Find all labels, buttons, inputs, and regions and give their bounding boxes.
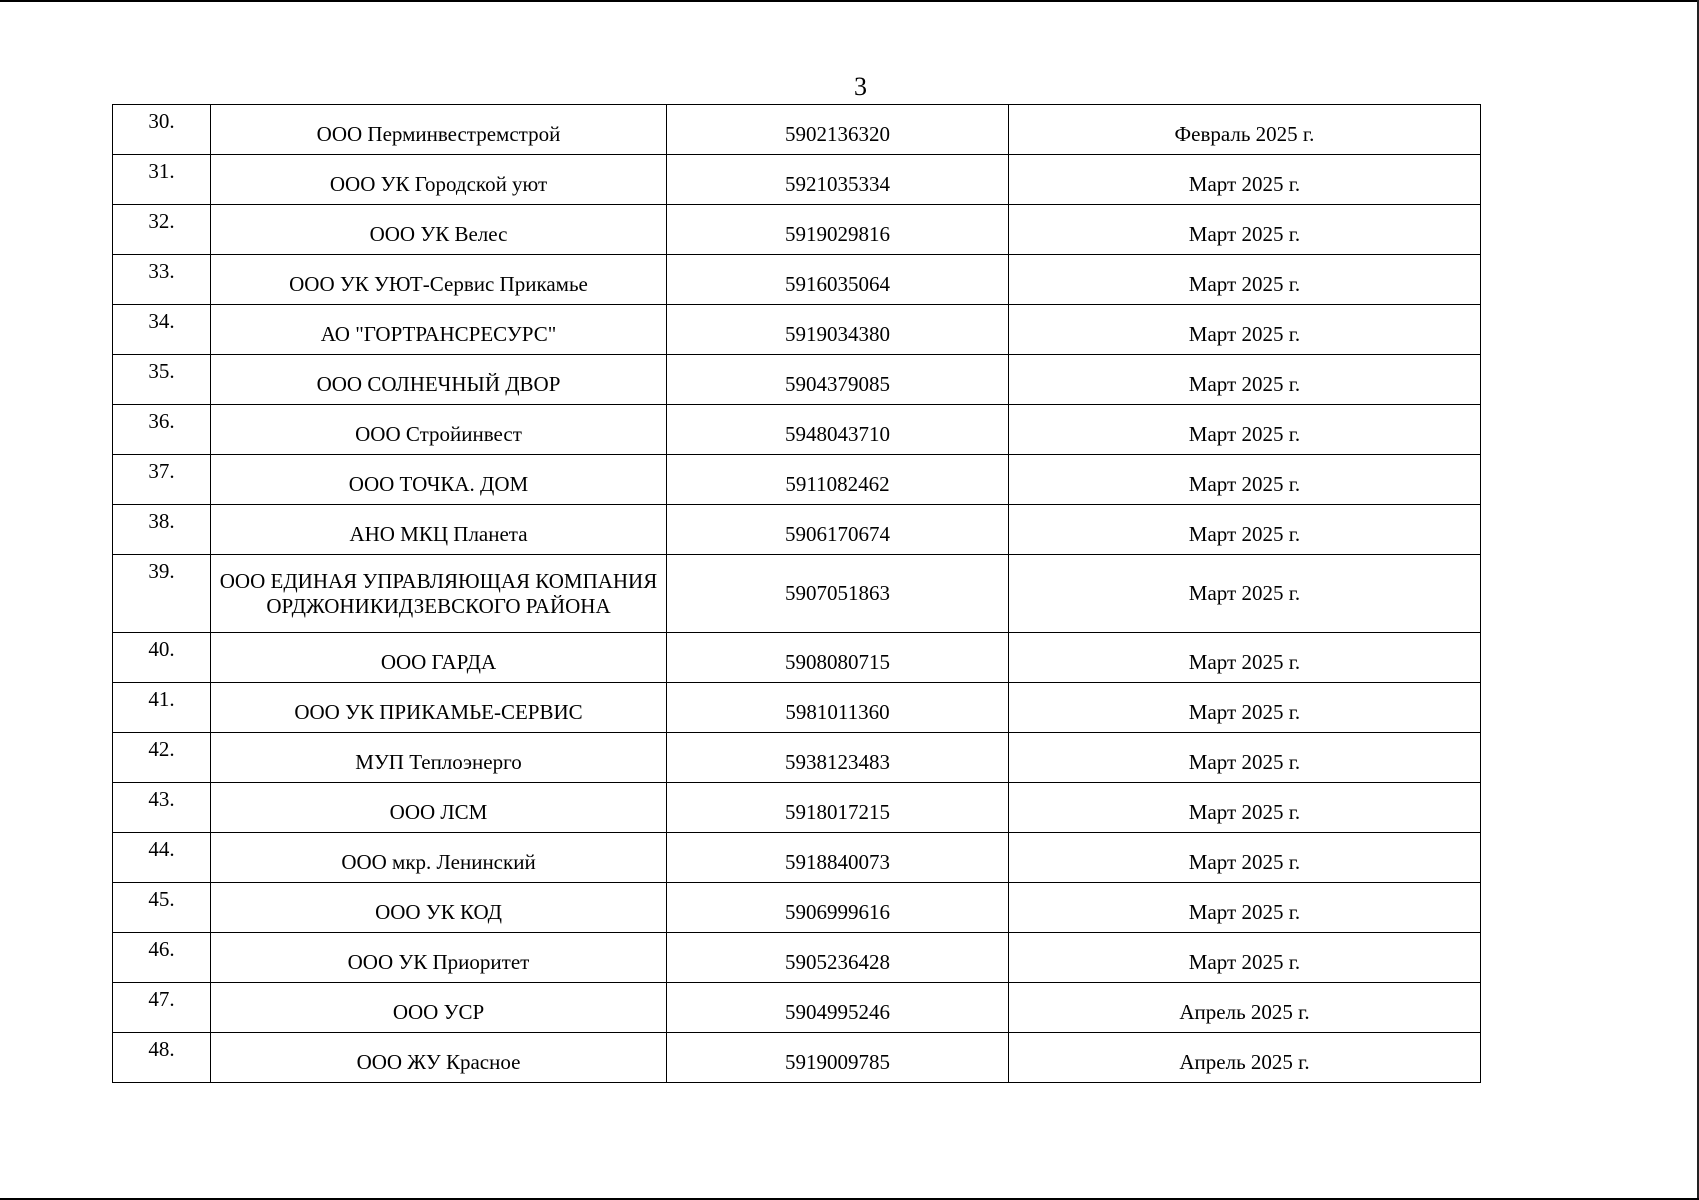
row-number: 42. — [148, 737, 175, 761]
row-number: 37. — [148, 459, 175, 483]
period-value: Март 2025 г. — [1188, 222, 1301, 246]
row-number: 31. — [148, 159, 175, 183]
period-value: Апрель 2025 г. — [1179, 1050, 1310, 1074]
org-name: ООО УК Велес — [369, 222, 508, 246]
org-name-cell — [211, 833, 667, 883]
table-row — [113, 933, 1481, 983]
org-name-cell — [211, 555, 667, 633]
period-value: Март 2025 г. — [1188, 322, 1301, 346]
row-number: 43. — [148, 787, 175, 811]
row-number-cell — [113, 733, 211, 783]
table-row — [113, 733, 1481, 783]
period-cell — [1009, 1033, 1481, 1083]
inn-value: 5911082462 — [785, 472, 890, 496]
row-number-cell — [113, 255, 211, 305]
period-cell — [1009, 733, 1481, 783]
inn-value: 5918017215 — [785, 800, 890, 824]
inn-value: 5906999616 — [785, 900, 890, 924]
table-row — [113, 783, 1481, 833]
period-cell — [1009, 983, 1481, 1033]
period-cell — [1009, 105, 1481, 155]
period-value: Апрель 2025 г. — [1179, 1000, 1310, 1024]
row-number: 35. — [148, 359, 175, 383]
org-name-cell — [211, 155, 667, 205]
row-number: 40. — [148, 637, 175, 661]
inn-value: 5981011360 — [785, 700, 890, 724]
table-row — [113, 633, 1481, 683]
org-name: ООО УК УЮТ-Сервис Прикамье — [289, 272, 588, 296]
inn-cell — [667, 405, 1009, 455]
row-number: 48. — [148, 1037, 175, 1061]
row-number: 46. — [148, 937, 175, 961]
org-name: ООО УК ПРИКАМЬЕ-СЕРВИС — [294, 700, 583, 724]
row-number-cell — [113, 1033, 211, 1083]
period-cell — [1009, 155, 1481, 205]
period-value: Март 2025 г. — [1188, 581, 1301, 605]
table-row — [113, 883, 1481, 933]
period-cell — [1009, 633, 1481, 683]
table-row — [113, 105, 1481, 155]
table-row — [113, 405, 1481, 455]
period-value: Март 2025 г. — [1188, 750, 1301, 774]
org-name: ООО Перминвестремстрой — [316, 122, 561, 146]
org-name: ООО ЛСМ — [389, 800, 488, 824]
period-value: Март 2025 г. — [1188, 950, 1301, 974]
org-name: МУП Теплоэнерго — [355, 750, 522, 774]
org-name: ООО УК Приоритет — [347, 950, 530, 974]
inn-value: 5918840073 — [785, 850, 890, 874]
inn-cell — [667, 355, 1009, 405]
row-number: 41. — [148, 687, 175, 711]
row-number-cell — [113, 505, 211, 555]
row-number-cell — [113, 205, 211, 255]
table-row — [113, 983, 1481, 1033]
organizations-table — [112, 104, 1481, 1083]
page-number: 3 — [854, 72, 867, 101]
org-name: ООО УСР — [392, 1000, 485, 1024]
org-name-cell — [211, 355, 667, 405]
org-name-cell — [211, 1033, 667, 1083]
row-number-cell — [113, 983, 211, 1033]
inn-cell — [667, 155, 1009, 205]
period-cell — [1009, 255, 1481, 305]
table-row — [113, 305, 1481, 355]
period-cell — [1009, 683, 1481, 733]
period-cell — [1009, 405, 1481, 455]
org-name-cell — [211, 505, 667, 555]
inn-cell — [667, 505, 1009, 555]
table-row — [113, 455, 1481, 505]
table-row — [113, 355, 1481, 405]
row-number: 33. — [148, 259, 175, 283]
inn-value: 5904995246 — [785, 1000, 890, 1024]
period-value: Март 2025 г. — [1188, 472, 1301, 496]
row-number-cell — [113, 883, 211, 933]
inn-cell — [667, 633, 1009, 683]
row-number: 32. — [148, 209, 175, 233]
row-number-cell — [113, 555, 211, 633]
table-row — [113, 255, 1481, 305]
inn-cell — [667, 983, 1009, 1033]
org-name: ООО УК Городской уют — [329, 172, 548, 196]
period-cell — [1009, 833, 1481, 883]
inn-cell — [667, 733, 1009, 783]
org-name-cell — [211, 205, 667, 255]
table-row — [113, 155, 1481, 205]
row-number: 39. — [148, 559, 175, 583]
org-name-cell — [211, 633, 667, 683]
org-name-cell — [211, 305, 667, 355]
period-value: Март 2025 г. — [1188, 700, 1301, 724]
org-name-cell — [211, 783, 667, 833]
inn-cell — [667, 205, 1009, 255]
org-name-cell — [211, 983, 667, 1033]
period-cell — [1009, 305, 1481, 355]
inn-value: 5948043710 — [785, 422, 890, 446]
row-number: 44. — [148, 837, 175, 861]
org-name-cell — [211, 683, 667, 733]
table-row — [113, 833, 1481, 883]
period-value: Март 2025 г. — [1188, 522, 1301, 546]
period-value: Март 2025 г. — [1188, 850, 1301, 874]
table-row — [113, 1033, 1481, 1083]
inn-value: 5902136320 — [785, 122, 890, 146]
row-number-cell — [113, 355, 211, 405]
sheet-edge-top — [0, 0, 1699, 2]
period-cell — [1009, 355, 1481, 405]
period-value: Март 2025 г. — [1188, 422, 1301, 446]
org-name: ООО мкр. Ленинский — [341, 850, 536, 874]
inn-cell — [667, 833, 1009, 883]
org-name: ООО ТОЧКА. ДОМ — [348, 472, 529, 496]
inn-value: 5919009785 — [785, 1050, 890, 1074]
row-number-cell — [113, 105, 211, 155]
table-row — [113, 505, 1481, 555]
inn-value: 5938123483 — [785, 750, 890, 774]
org-name-cell — [211, 255, 667, 305]
inn-value: 5908080715 — [785, 650, 890, 674]
row-number: 34. — [148, 309, 175, 333]
period-value: Февраль 2025 г. — [1174, 122, 1315, 146]
row-number-cell — [113, 405, 211, 455]
row-number-cell — [113, 833, 211, 883]
org-name: ООО СОЛНЕЧНЫЙ ДВОР — [316, 372, 561, 396]
inn-value: 5919029816 — [785, 222, 890, 246]
inn-cell — [667, 255, 1009, 305]
inn-cell — [667, 1033, 1009, 1083]
inn-value: 5916035064 — [785, 272, 890, 296]
org-name-cell — [211, 733, 667, 783]
org-name: ООО Стройинвест — [355, 422, 522, 446]
period-value: Март 2025 г. — [1188, 172, 1301, 196]
org-name-cell — [211, 405, 667, 455]
row-number: 47. — [148, 987, 175, 1011]
inn-cell — [667, 783, 1009, 833]
row-number-cell — [113, 683, 211, 733]
period-value: Март 2025 г. — [1188, 900, 1301, 924]
inn-value: 5905236428 — [785, 950, 890, 974]
period-value: Март 2025 г. — [1188, 372, 1301, 396]
org-name: ООО ЖУ Красное — [356, 1050, 521, 1074]
period-cell — [1009, 783, 1481, 833]
row-number: 38. — [148, 509, 175, 533]
org-name: ООО УК КОД — [375, 900, 502, 924]
inn-cell — [667, 105, 1009, 155]
period-cell — [1009, 205, 1481, 255]
period-value: Март 2025 г. — [1188, 800, 1301, 824]
inn-value: 5921035334 — [785, 172, 890, 196]
inn-cell — [667, 933, 1009, 983]
row-number-cell — [113, 783, 211, 833]
period-cell — [1009, 505, 1481, 555]
period-cell — [1009, 555, 1481, 633]
org-name: АО "ГОРТРАНСРЕСУРС" — [320, 322, 557, 346]
inn-value: 5906170674 — [785, 522, 890, 546]
table-body — [113, 105, 1481, 1083]
row-number: 30. — [148, 109, 175, 133]
inn-value: 5907051863 — [785, 581, 890, 605]
inn-cell — [667, 683, 1009, 733]
table-row — [113, 555, 1481, 633]
row-number-cell — [113, 933, 211, 983]
row-number-cell — [113, 155, 211, 205]
inn-cell — [667, 555, 1009, 633]
row-number: 36. — [148, 409, 175, 433]
period-cell — [1009, 933, 1481, 983]
org-name: АНО МКЦ Планета — [349, 522, 528, 546]
table-row — [113, 205, 1481, 255]
org-name: ООО ГАРДА — [380, 650, 497, 674]
inn-cell — [667, 305, 1009, 355]
period-value: Март 2025 г. — [1188, 272, 1301, 296]
period-cell — [1009, 455, 1481, 505]
org-name-cell — [211, 105, 667, 155]
org-name-cell — [211, 455, 667, 505]
table-row — [113, 683, 1481, 733]
inn-cell — [667, 455, 1009, 505]
period-value: Март 2025 г. — [1188, 650, 1301, 674]
period-cell — [1009, 883, 1481, 933]
inn-cell — [667, 883, 1009, 933]
row-number-cell — [113, 305, 211, 355]
org-name: ООО ЕДИНАЯ УПРАВЛЯЮЩАЯ КОМПАНИЯ ОРДЖОНИКИДЗЕВСКОГО РАЙОНА — [219, 568, 658, 618]
row-number-cell — [113, 633, 211, 683]
row-number-cell — [113, 455, 211, 505]
row-number: 45. — [148, 887, 175, 911]
inn-value: 5919034380 — [785, 322, 890, 346]
org-name-cell — [211, 933, 667, 983]
inn-value: 5904379085 — [785, 372, 890, 396]
org-name-cell — [211, 883, 667, 933]
